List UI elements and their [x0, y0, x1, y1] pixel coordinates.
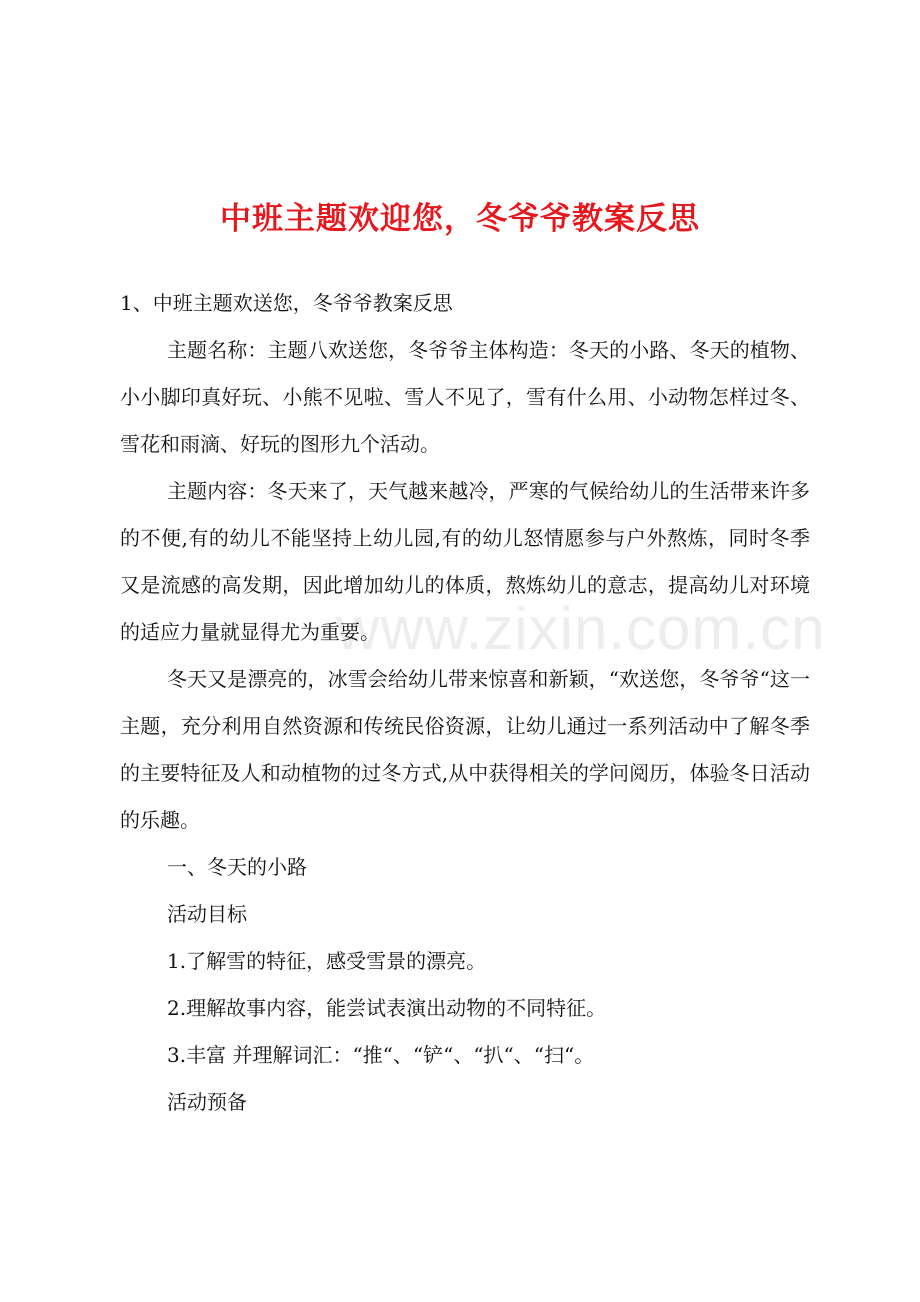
document-body	[120, 280, 810, 1126]
watermark: www.zixin.com.cn	[336, 595, 826, 662]
goal-item-3: 3.丰富 并理解词汇：“推“、“铲“、“扒“、“扫“。	[167, 1043, 595, 1067]
activity-heading: 一、冬天的小路	[167, 855, 307, 879]
section-heading: 1、中班主题欢送您，冬爷爷教案反思	[120, 291, 453, 315]
paragraph-winter-beauty: 冬天又是漂亮的，冰雪会给幼儿带来惊喜和新颖，“欢送您，冬爷爷“这一主题，充分利用自然资源和传统民俗资源，让幼儿通过一系列活动中了解冬季的主要特征及人和动植物的过冬方式,从中获得相关的学问阅历，体验冬日活动的乐趣。	[120, 667, 810, 832]
activity-goals-label: 活动目标	[167, 902, 247, 926]
paragraph-theme-name: 主题名称：主题八欢送您，冬爷爷主体构造：冬天的小路、冬天的植物、小小脚印真好玩、小熊不见啦、雪人不见了，雪有什么用、小动物怎样过冬、雪花和雨滴、好玩的图形九个活动。	[120, 338, 810, 456]
goal-item-1: 1.了解雪的特征，感受雪景的漂亮。	[167, 949, 487, 973]
paragraph-theme-content: 主题内容：冬天来了，天气越来越冷，严寒的气候给幼儿的生活带来许多的不便,有的幼儿不能坚持上幼儿园,有的幼儿怒情愿参与户外熬炼，同时冬季又是流感的高发期，因此增加幼儿的体质，熬炼幼儿的意志，提高幼儿对环境的适应力量就显得尤为重要。	[120, 479, 810, 644]
goal-item-2: 2.理解故事内容，能尝试表演出动物的不同特征。	[167, 996, 607, 1020]
document-title: 中班主题欢迎您，冬爷爷教案反思	[220, 201, 700, 237]
activity-preparation-label: 活动预备	[167, 1090, 247, 1114]
